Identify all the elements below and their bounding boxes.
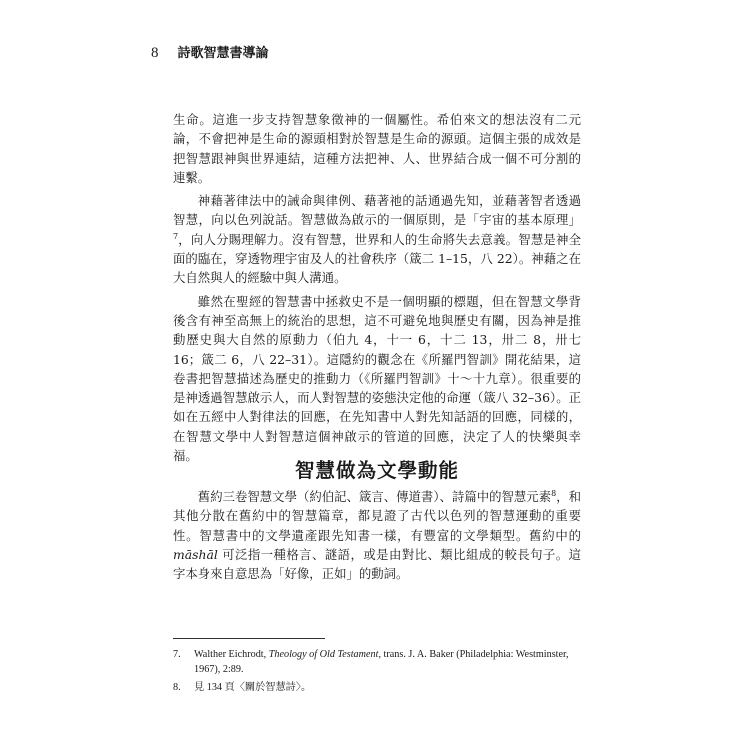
running-title: 詩歌智慧書導論 [177,46,269,61]
main-body [173,110,581,469]
paragraph-text: 舊約三卷智慧文學（約伯記、箴言、傳道書）、詩篇中的智慧元素 [197,489,552,504]
paragraph-text: ，向人分賜理解力。沒有智慧，世界和人的生命將失去意義。智慧是神全面的臨在，穿透物理宇宙及人的社會秩序（箴二 1–15，八 22）。神藉之在大自然與人的經驗中與人溝通。 [173,231,581,286]
hebrew-term: māshāl [173,546,218,562]
section-heading: 智慧做為文學動能 [294,459,459,482]
page-number: 8 [151,45,159,61]
paragraph-literary [173,487,581,583]
paragraph-history: 雖然在聖經的智慧書中拯救史不是一個明顯的標題，但在智慧文學背後含有神至高無上的統治的思想，這不可避免地與歷史有關，因為神是推動歷史與大自然的原動力（伯九 4，十一 6，十二 13，卅二 8，卅七 16；箴二 6，八 22–31）。這隱約的觀念在《所羅門智訓》開花結果，這卷書把智慧描述為歷史的推動力（《所羅門智訓》十～十九章）。很重要的是神透過智慧啟示人，而人對智慧的姿態決定他的命運（箴八 32–36）。正如在五經中人對律法的回應，在先知書中人對先知話語的回應，同樣的，在智慧文學中人對智慧這個神啟示的管道的回應，決定了人的快樂與幸福。 [173,293,581,464]
paragraph-revelation [173,191,581,287]
paragraph-text: 可泛指一種格言、謎語，或是由對比、類比組成的較長句子。這字本身來自意思為「好像，正如」的動詞。 [173,546,581,582]
footnote-ref-8[interactable]: 8 [551,488,557,498]
footnotes [173,647,593,698]
footnote-book-title: Theology of Old Testament [268,649,379,660]
running-header [151,42,269,62]
paragraph-text: ，和其他分散在舊約中的智慧篇章，都見證了古代以色列的智慧運動的重要性。智慧書中的文學遺產跟先知書一樣，有豐富的文學類型。舊約中的 [173,489,581,543]
footnote-ref-7[interactable]: 7 [173,231,179,241]
footnote-number: 8. [173,682,181,693]
footnote-text: 見 134 頁〈關於智慧詩〉。 [194,682,312,693]
footnote-divider [173,638,325,639]
footnote-number: 7. [173,649,181,660]
footnote-author: Walther Eichrodt, [194,649,269,660]
footnote-publication: , trans. J. A. Baker (Philadelphia: Westminster, 1967), 2:89. [194,649,569,675]
footnote-8 [173,680,593,695]
paragraph-text: 神藉著律法中的誡命與律例、藉著祂的話通過先知，並藉著智者透過智慧，向以色列說話。智慧做為啟示的一個原則，是「宇宙的基本原理」 [173,193,581,228]
footnote-7 [173,647,593,677]
section-body [173,487,581,587]
paragraph-continued: 生命。這進一步支持智慧象徵神的一個屬性。希伯來文的想法沒有二元論，不會把神是生命的源頭相對於智慧是生命的源頭。這個主張的成效是把智慧跟神與世界連結，這種方法把神、人、世界結合成一個不可分割的連繫。 [173,112,581,185]
